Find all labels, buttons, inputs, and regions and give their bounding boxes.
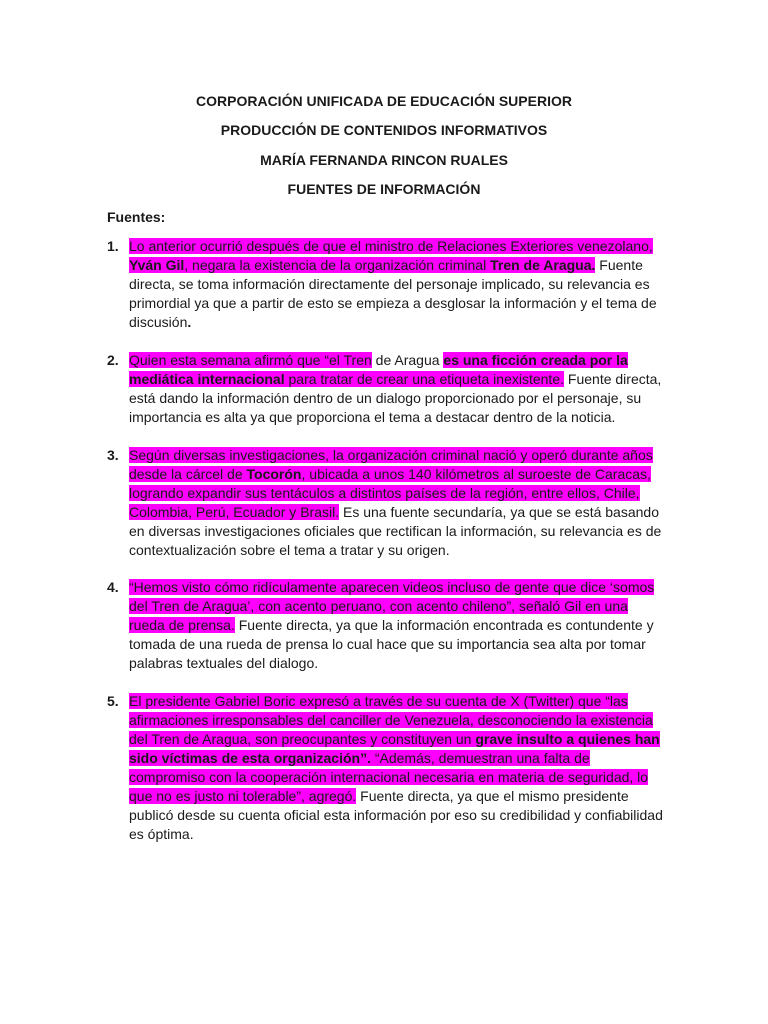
institution-heading: CORPORACIÓN UNIFICADA DE EDUCACIÓN SUPERIOR (196, 93, 572, 109)
body-text: . (187, 314, 192, 330)
author-heading: MARÍA FERNANDA RINCON RUALES (260, 152, 508, 168)
course-heading: PRODUCCIÓN DE CONTENIDOS INFORMATIVOS (220, 122, 548, 138)
item-number: 2. (107, 352, 119, 368)
item-text (129, 446, 664, 560)
highlighted-text: “Hemos visto cómo ridículamente aparecen videos incluso de gente que dice ‘somos del Tren de Aragua’, con acento peruano, con acento chileno”, señaló Gil en una rueda de prensa. (129, 579, 655, 633)
body-text: Fuente directa, ya que el mismo presidente publicó desde su cuenta oficial esta información por eso su credibilidad y confiabilidad es óptima. (129, 788, 663, 842)
body-text: Fuente directa, ya que la información encontrada es contundente y tomada de una rueda de prensa lo cual hace que su importancia sea alta por tomar palabras textuales del dialogo. (129, 617, 654, 671)
highlighted-text: , ubicada a unos 140 kilómetros al suroeste de Caracas, logrando expandir sus tentáculos a distintos países de la región, entre ellos, Chile, Colombia, Perú, Ecuador y Brasil. (129, 466, 651, 520)
fuentes-label: Fuentes: (107, 209, 166, 225)
highlighted-text: para tratar de crear una etiqueta inexistente. (284, 371, 565, 387)
highlighted-text: es una ficción creada por la mediática internacional (129, 352, 628, 387)
item-number: 3. (107, 447, 119, 463)
item-number: 1. (107, 238, 119, 254)
highlighted-text: Tren de Aragua. (490, 257, 596, 273)
item-text (129, 351, 664, 427)
item-text (129, 237, 664, 332)
subject-heading: FUENTES DE INFORMACIÓN (287, 181, 481, 197)
highlighted-text: El presidente Gabriel Boric expresó a través de su cuenta de X (Twitter) que “las afirmaciones irresponsables del canciller de Venezuela, desconociendo la existencia del Tren de Aragua, son preocupantes y constituyen un (129, 693, 653, 747)
highlighted-text: , negara la existencia de la organización criminal (184, 257, 491, 273)
item-text (129, 692, 664, 844)
item-text (129, 578, 664, 673)
highlighted-text: grave insulto a quienes han sido víctimas de esta organización”. (129, 731, 660, 766)
highlighted-text: Yván Gil (129, 257, 185, 273)
highlighted-text: Según diversas investigaciones, la organización criminal nació y operó durante años desde la cárcel de (129, 447, 653, 482)
body-text: de Aragua (371, 352, 444, 368)
item-number: 4. (107, 579, 119, 595)
body-text: Es una fuente secundaría, ya que se está basando en diversas investigaciones oficiales que rectifican la información, su relevancia es de contextualización sobre el tema a tratar y su origen. (129, 504, 662, 558)
body-text: Fuente directa, está dando la información dentro de un dialogo proporcionado por el personaje, su importancia es alta ya que proporciona el tema a destacar dentro de la noticia. (129, 371, 662, 425)
highlighted-text: Lo anterior ocurrió después de que el ministro de Relaciones Exteriores venezolano, (129, 238, 653, 254)
body-text: Fuente directa, se toma información directamente del personaje implicado, su relevancia es primordial ya que a partir de esto se empieza a desglosar la información y el tema de discusión (129, 257, 657, 330)
highlighted-text: “Además, demuestran una falta de compromiso con la cooperación internacional necesaria en materia de seguridad, lo que no es justo ni tolerable”, agregó. (129, 750, 649, 804)
highlighted-text: Quien esta semana afirmó que “el Tren (129, 352, 372, 368)
item-number: 5. (107, 693, 119, 709)
highlighted-text: Tocorón (246, 466, 302, 482)
